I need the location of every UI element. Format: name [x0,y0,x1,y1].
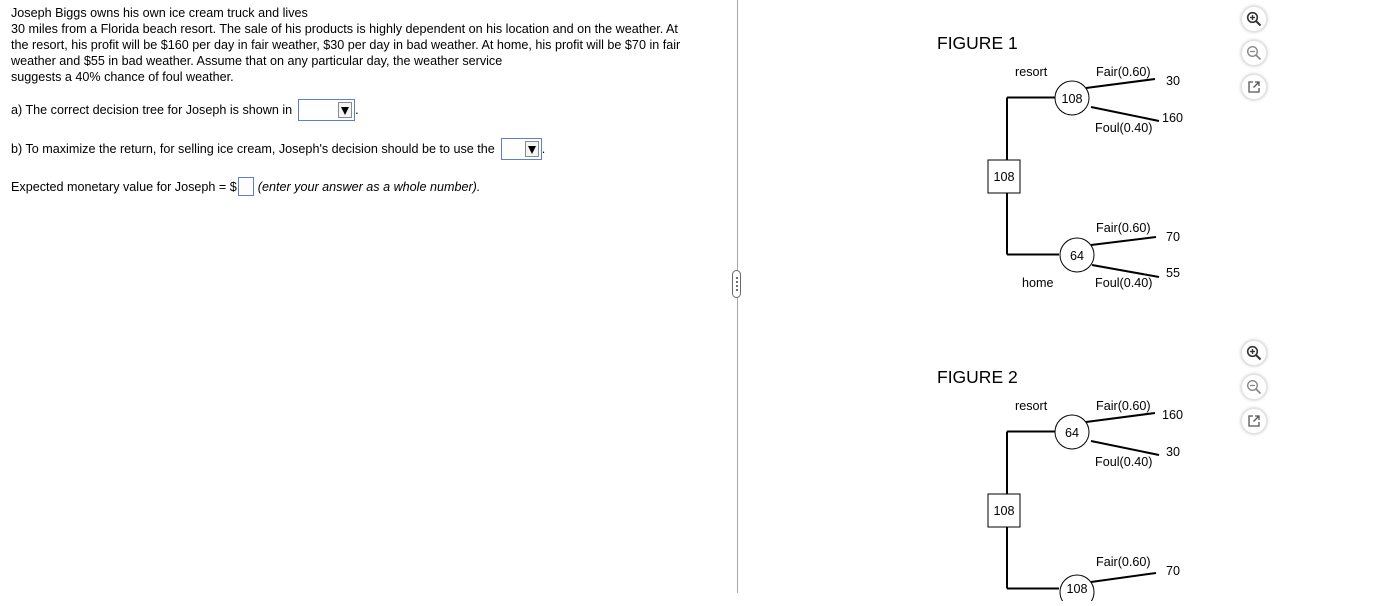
zoom-in-icon [1246,345,1262,361]
dropdown-arrow-icon [338,102,352,118]
figure-1-resort-fair-payoff: 30 [1166,74,1181,88]
figure-1-home-fair-line [1091,237,1156,245]
question-a-suffix: . [355,103,359,117]
problem-line: 30 miles from a Florida beach resort. The sale of his products is highly dependent on his location and on the weather. At [11,22,678,36]
figure-2-home-fair-label: Fair(0.60) [1096,555,1151,569]
figure-1-branch-resort-label: resort [1015,65,1048,79]
figure-1-resort-fair-label: Fair(0.60) [1096,65,1151,79]
figure-2 [937,367,1183,601]
figure-1-resort-fair-line [1086,79,1155,88]
problem-line: Joseph Biggs owns his own ice cream truck and lives [11,6,308,20]
emv-question [11,177,480,196]
question-a-dropdown[interactable] [298,99,355,121]
figure-2-title: FIGURE 2 [937,367,1018,387]
figure-2-resort-fair-payoff: 160 [1162,408,1184,422]
problem-line: the resort, his profit will be $160 per day in fair weather, $30 per day in bad weather. At home, his profit will be $70 in fair [11,38,681,52]
figure-1-home-foul-payoff: 55 [1166,266,1181,280]
open-external-icon [1247,80,1261,94]
figure-1-home-fair-payoff: 70 [1166,230,1181,244]
open-external-icon [1247,414,1261,428]
question-a-text: a) The correct decision tree for Joseph is shown in [11,103,293,117]
figure-1-resort-chance-value: 108 [1061,92,1083,106]
figure-2-home-fair-payoff: 70 [1166,564,1181,578]
figure-1-resort-foul-line [1091,107,1159,121]
question-b-dropdown[interactable] [501,138,542,160]
figure-2-home-chance-value: 108 [1066,582,1088,596]
question-b [11,138,545,160]
zoom-in-button[interactable] [1241,340,1267,366]
question-b-suffix: . [541,142,546,156]
zoom-out-button[interactable] [1241,40,1267,66]
figures-pane [742,0,1376,601]
figure-2-branch-resort-label: resort [1015,399,1048,413]
grip-dot [736,281,738,283]
emv-input[interactable] [238,177,254,196]
zoom-out-icon [1246,45,1262,61]
splitter-handle[interactable] [732,270,741,298]
figure-2-resort-foul-payoff: 30 [1166,445,1181,459]
problem-line: suggests a 40% chance of foul weather. [11,70,234,84]
figure-1-home-fair-label: Fair(0.60) [1096,221,1151,235]
figure-1-decision-value: 108 [993,170,1015,184]
decision-tree-figures [742,0,1376,601]
dropdown-arrow-icon [525,141,539,157]
question-b-text: b) To maximize the return, for selling ice cream, Joseph's decision should be to use the [11,142,495,156]
emv-label: Expected monetary value for Joseph = $ [11,179,237,194]
grip-dot [736,289,738,291]
question-a [11,99,359,121]
figure-2-resort-fair-line [1086,413,1155,422]
zoom-out-icon [1246,379,1262,395]
emv-hint: (enter your answer as a whole number). [257,179,481,194]
figure-1 [937,33,1183,290]
figure-2-home-fair-line [1091,573,1156,582]
figure-1-branch-home-label: home [1022,276,1054,290]
figure-2-resort-fair-label: Fair(0.60) [1096,399,1151,413]
figure-1-home-foul-label: Foul(0.40) [1095,276,1153,290]
zoom-out-button[interactable] [1241,374,1267,400]
figure-2-decision-value: 108 [993,504,1015,518]
open-external-button[interactable] [1241,408,1267,434]
figure-2-resort-foul-line [1091,441,1159,455]
grip-dot [736,277,738,279]
figure-2-resort-chance-value: 64 [1064,426,1080,440]
figure-1-home-chance-value: 64 [1069,249,1085,263]
zoom-in-icon [1246,11,1262,27]
problem-statement [11,5,726,85]
figure-1-resort-foul-label: Foul(0.40) [1095,121,1153,135]
figure-2-resort-foul-label: Foul(0.40) [1095,455,1153,469]
problem-line: weather and $55 in bad weather. Assume that on any particular day, the weather service [11,54,503,68]
figure-1-title: FIGURE 1 [937,33,1018,53]
figure-1-resort-foul-payoff: 160 [1162,111,1184,125]
zoom-in-button[interactable] [1241,6,1267,32]
grip-dot [736,285,738,287]
open-external-button[interactable] [1241,74,1267,100]
